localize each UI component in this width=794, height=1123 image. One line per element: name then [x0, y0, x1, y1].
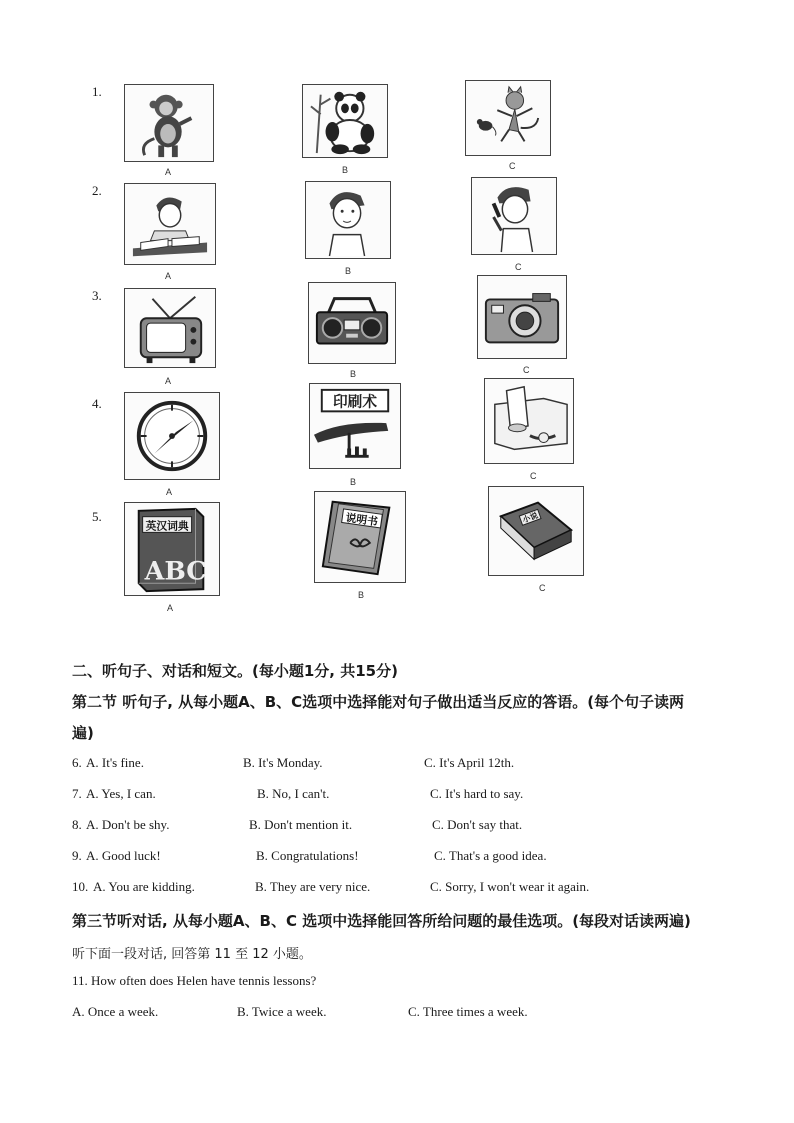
question-6-option-b: B. It's Monday.	[243, 755, 323, 770]
novel-book-icon	[489, 487, 583, 575]
question-7-option-a: A. Yes, I can.	[86, 786, 156, 801]
option-5c-picture	[488, 486, 584, 576]
option-5a-label: A	[167, 603, 174, 613]
option-2b-picture	[305, 181, 391, 259]
option-3c-picture	[477, 275, 567, 359]
dictionary-book-icon	[125, 503, 219, 595]
boy-on-phone-icon	[472, 178, 556, 254]
novel-book-text: 小说	[521, 510, 540, 525]
option-2c-label: C	[515, 262, 522, 272]
option-5b-label: B	[358, 590, 365, 600]
panda-icon	[303, 85, 387, 157]
option-4b-picture	[309, 383, 401, 469]
section3-note: 听下面一段对话, 回答第 11 至 12 小题。	[72, 947, 312, 962]
option-5c-label: C	[539, 583, 546, 593]
option-1c-label: C	[509, 161, 516, 171]
question-6-option-c: C. It's April 12th.	[424, 755, 515, 770]
boy-reading-icon	[125, 184, 215, 264]
question-number-4: 4.	[92, 396, 102, 411]
printing-sign-icon	[310, 384, 400, 468]
question-10-option-a: A. You are kidding.	[93, 879, 195, 894]
question-8-number: 8.	[72, 817, 82, 832]
section3-instruction: 第三节听对话, 从每小题A、B、C 选项中选择能回答所给问题的最佳选项。(每段对话读两遍)	[72, 912, 691, 930]
question-number-1: 1.	[92, 84, 102, 99]
monkey-icon	[125, 85, 213, 161]
option-1a-picture	[124, 84, 214, 162]
question-8-option-c: C. Don't say that.	[432, 817, 523, 832]
camera-icon	[478, 276, 566, 358]
dictionary-letters: ABC	[144, 555, 207, 586]
option-5b-picture	[314, 491, 406, 583]
question-9-option-a: A. Good luck!	[86, 848, 161, 863]
manual-book-icon	[315, 492, 405, 582]
section2-instruction-line2: 遍)	[72, 724, 94, 742]
option-2a-picture	[124, 183, 216, 265]
option-1b-picture	[302, 84, 388, 158]
paper-scroll-icon	[485, 379, 573, 463]
question-7-option-c: C. It's hard to say.	[430, 786, 524, 801]
option-4b-label: B	[350, 477, 357, 487]
option-5a-picture	[124, 502, 220, 596]
question-10-option-b: B. They are very nice.	[255, 879, 371, 894]
option-2b-label: B	[345, 266, 352, 276]
television-icon	[125, 289, 215, 367]
question-7-number: 7.	[72, 786, 82, 801]
option-4c-picture	[484, 378, 574, 464]
radio-icon	[309, 283, 395, 363]
option-1a-label: A	[165, 167, 172, 177]
option-1c-picture	[465, 80, 551, 156]
part2-heading: 二、听句子、对话和短文。(每小题1分, 共15分)	[72, 662, 398, 680]
option-3a-picture	[124, 288, 216, 368]
dictionary-book-text: 英汉词典	[145, 519, 189, 533]
question-11-option-c: C. Three times a week.	[408, 1004, 528, 1019]
compass-icon	[125, 393, 219, 479]
question-number-5: 5.	[92, 509, 102, 524]
question-number-2: 2.	[92, 183, 102, 198]
question-11-option-b: B. Twice a week.	[237, 1004, 327, 1019]
question-8-option-a: A. Don't be shy.	[86, 817, 170, 832]
option-2a-label: A	[165, 271, 172, 281]
option-3a-label: A	[165, 376, 172, 386]
boy-icon	[306, 182, 390, 258]
option-3b-label: B	[350, 369, 357, 379]
question-7-option-b: B. No, I can't.	[257, 786, 330, 801]
cat-and-mouse-icon	[466, 81, 550, 155]
question-9-option-c: C. That's a good idea.	[434, 848, 547, 863]
question-11-option-a: A. Once a week.	[72, 1004, 159, 1019]
question-10-number: 10.	[72, 879, 89, 894]
option-4c-label: C	[530, 471, 537, 481]
option-4a-picture	[124, 392, 220, 480]
printing-sign-text: 印刷术	[333, 393, 377, 411]
question-9-option-b: B. Congratulations!	[256, 848, 359, 863]
option-4a-label: A	[166, 487, 173, 497]
option-3c-label: C	[523, 365, 530, 375]
option-1b-label: B	[342, 165, 349, 175]
manual-book-text: 说明书	[344, 511, 379, 529]
question-9-number: 9.	[72, 848, 82, 863]
section2-instruction-line1: 第二节 听句子, 从每小题A、B、C选项中选择能对句子做出适当反应的答语。(每个句子读两	[72, 693, 685, 711]
option-2c-picture	[471, 177, 557, 255]
option-3b-picture	[308, 282, 396, 364]
question-6-number: 6.	[72, 755, 82, 770]
question-number-3: 3.	[92, 288, 102, 303]
question-11-text: 11. How often does Helen have tennis lessons?	[72, 973, 317, 988]
question-6-option-a: A. It's fine.	[86, 755, 144, 770]
question-8-option-b: B. Don't mention it.	[249, 817, 353, 832]
question-10-option-c: C. Sorry, I won't wear it again.	[430, 879, 590, 894]
